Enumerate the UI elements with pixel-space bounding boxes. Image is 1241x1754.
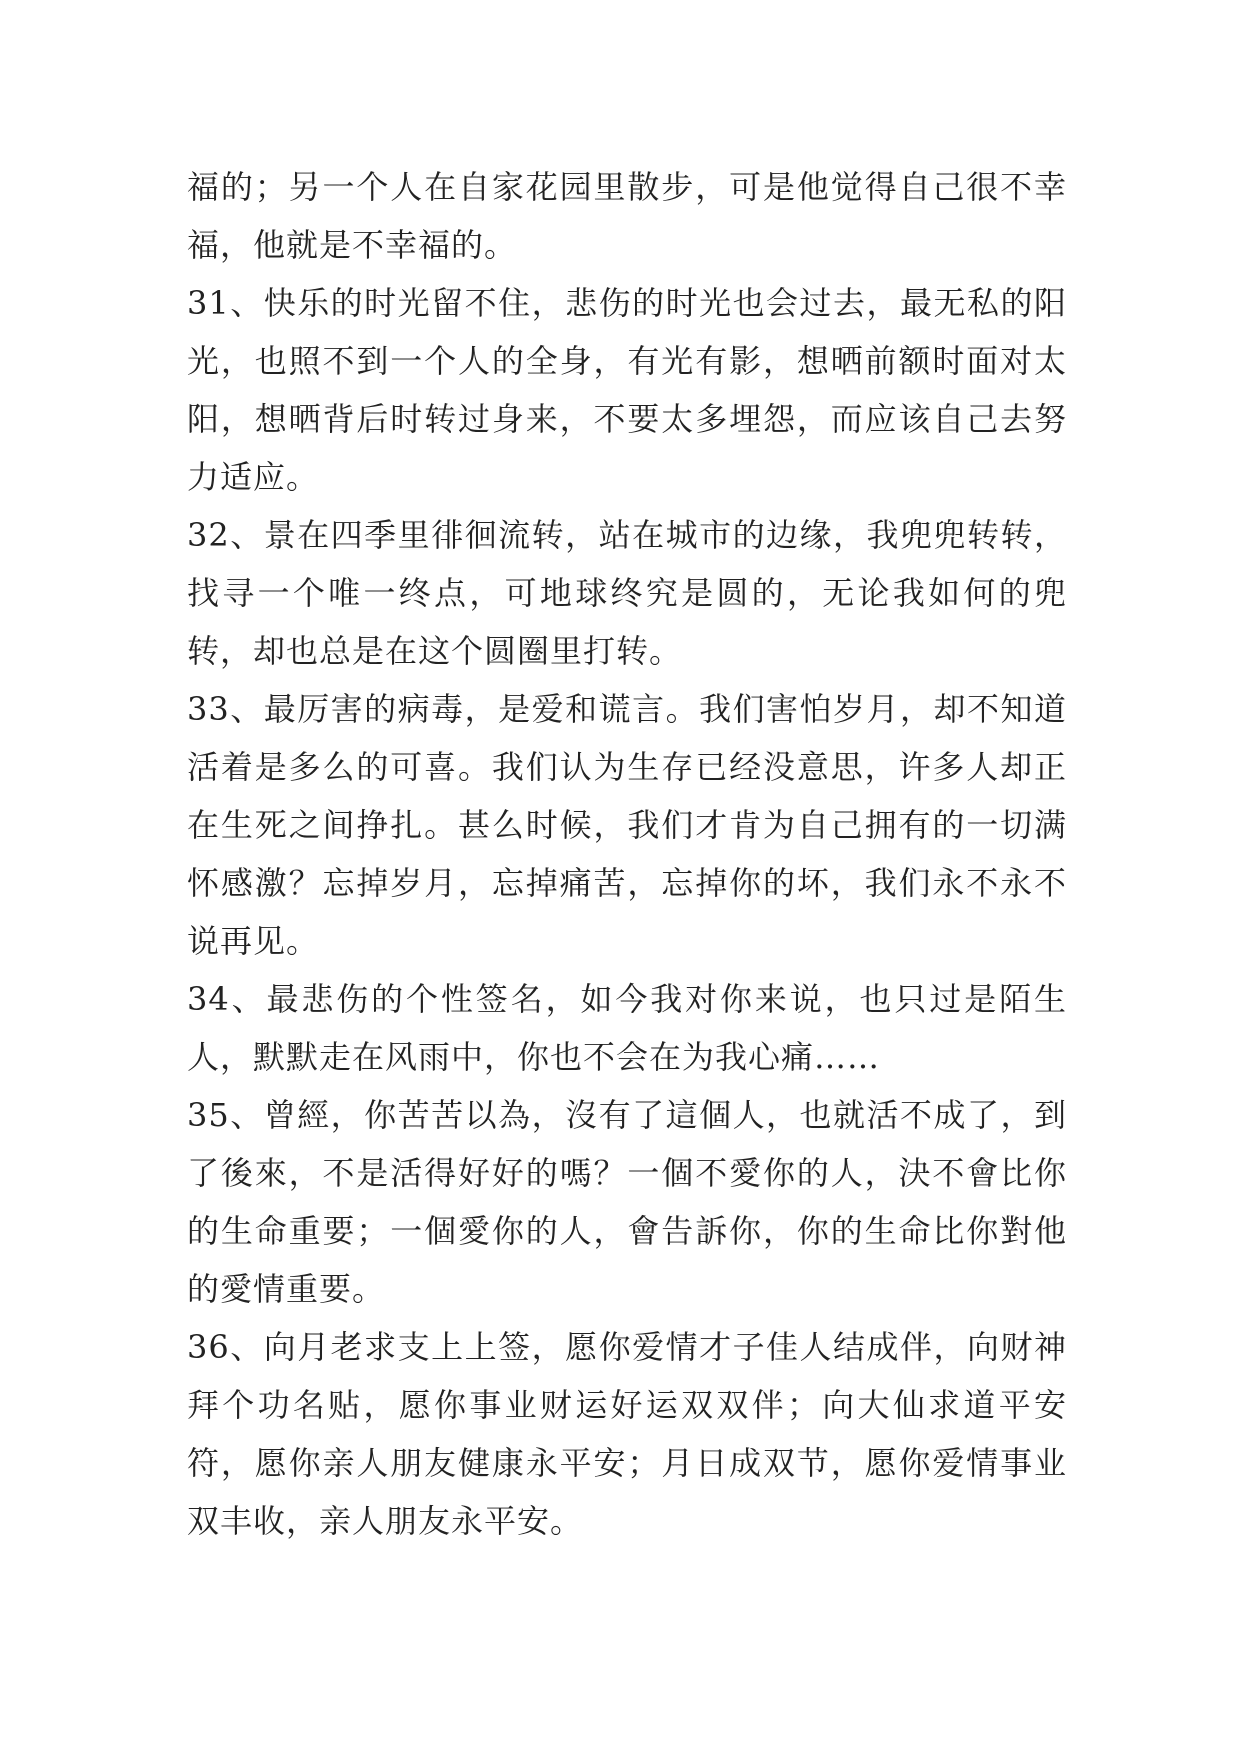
body-text bbox=[187, 158, 1067, 1550]
paragraph-33: 33、最厉害的病毒，是爱和谎言。我们害怕岁月，却不知道活着是多么的可喜。我们认为生存已经没意思，许多人却正在生死之间挣扎。甚么时候，我们才肯为自己拥有的一切满怀感激？忘掉岁月，忘掉痛苦，忘掉你的坏，我们永不永不说再见。 bbox=[187, 690, 1067, 960]
paragraph-31: 31、快乐的时光留不住，悲伤的时光也会过去，最无私的阳光，也照不到一个人的全身，有光有影，想晒前额时面对太阳，想晒背后时转过身来，不要太多埋怨，而应该自己去努力适应。 bbox=[187, 284, 1067, 496]
paragraph-32: 32、景在四季里徘徊流转，站在城市的边缘，我兜兜转转，找寻一个唯一终点，可地球终究是圆的，无论我如何的兜转，却也总是在这个圆圈里打转。 bbox=[187, 516, 1067, 670]
paragraph-35: 35、曾經，你苦苦以為，沒有了這個人，也就活不成了，到了後來，不是活得好好的嗎？一個不愛你的人，決不會比你的生命重要；一個愛你的人，會告訴你，你的生命比你對他的愛情重要。 bbox=[187, 1096, 1067, 1308]
paragraph-34: 34、最悲伤的个性签名，如今我对你来说，也只过是陌生人，默默走在风雨中，你也不会在为我心痛…… bbox=[187, 980, 1067, 1076]
paragraph-continuation: 福的；另一个人在自家花园里散步，可是他觉得自己很不幸福，他就是不幸福的。 bbox=[187, 168, 1067, 264]
paragraph-36: 36、向月老求支上上签，愿你爱情才子佳人结成伴，向财神拜个功名贴，愿你事业财运好运双双伴；向大仙求道平安符，愿你亲人朋友健康永平安；月日成双节，愿你爱情事业双丰收，亲人朋友永平安。 bbox=[187, 1328, 1067, 1540]
